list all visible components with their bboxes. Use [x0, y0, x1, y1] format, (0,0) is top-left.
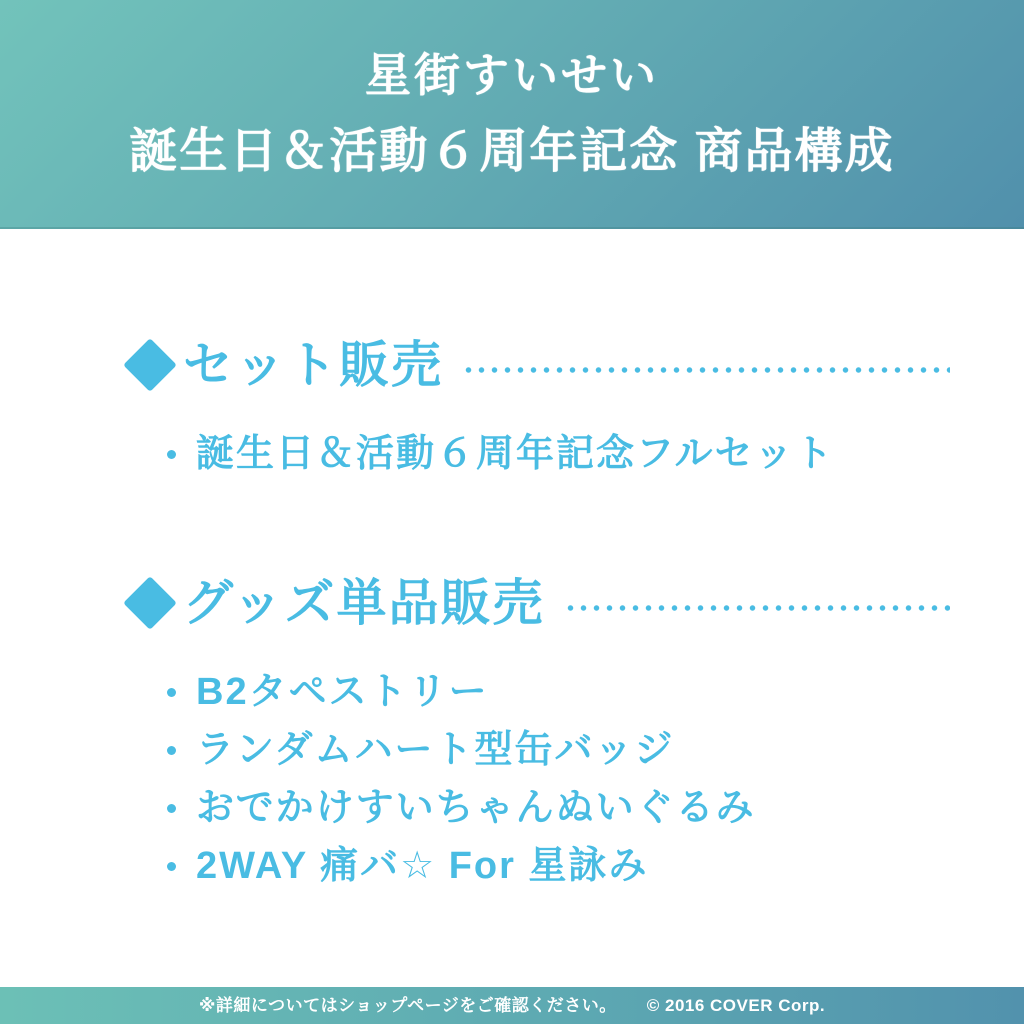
list-item — [167, 779, 950, 837]
list-item-label: 2WAY 痛バ☆ For 星詠み — [196, 845, 649, 887]
list-item — [167, 837, 950, 895]
diamond-icon — [123, 576, 177, 630]
bullet-dot-icon — [167, 688, 176, 697]
section-title: グッズ単品販売 — [183, 575, 545, 631]
list-item — [167, 721, 950, 779]
bullet-dot-icon — [167, 862, 176, 871]
dotted-leader-line — [465, 366, 950, 374]
list-item-label: おでかけすいちゃんぬいぐるみ — [196, 787, 756, 829]
page-subtitle: 誕生日＆活動６周年記念 商品構成 — [129, 124, 895, 178]
section-individual-goods — [123, 575, 950, 895]
bullet-list — [123, 663, 950, 895]
section-heading — [123, 575, 950, 631]
dotted-leader-line — [567, 604, 951, 612]
bullet-dot-icon — [167, 450, 176, 459]
footer-bar — [0, 987, 1024, 1024]
content-area — [0, 229, 1024, 895]
section-set-sales — [123, 337, 950, 483]
page-title: 星街すいせい — [365, 48, 659, 101]
header-banner — [0, 0, 1024, 229]
footer-note: ※詳細についてはショップページをご確認ください。 — [198, 996, 617, 1015]
section-heading — [123, 337, 950, 393]
section-title: セット販売 — [183, 337, 443, 393]
diamond-icon — [123, 338, 177, 392]
bullet-dot-icon — [167, 746, 176, 755]
list-item-label: ランダムハート型缶バッジ — [196, 729, 675, 771]
footer-copyright: © 2016 COVER Corp. — [646, 996, 826, 1015]
list-item-label: 誕生日＆活動６周年記念フルセット — [196, 433, 835, 475]
list-item — [167, 663, 950, 721]
list-item — [167, 425, 950, 483]
bullet-dot-icon — [167, 804, 176, 813]
bullet-list — [123, 425, 950, 483]
list-item-label: B2タペストリー — [196, 671, 489, 713]
